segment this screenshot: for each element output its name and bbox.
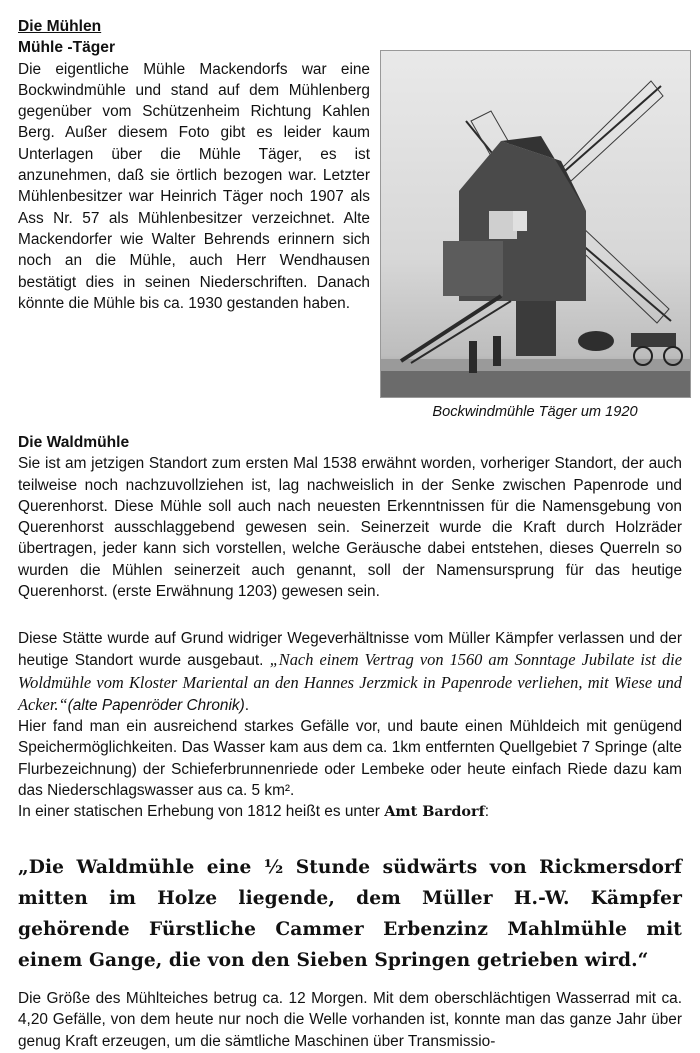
para4-text: In einer statischen Erhebung von 1812 heißt es unter — [18, 803, 385, 821]
chronicle-source: (alte Papenröder Chronik) — [67, 696, 245, 714]
mill-subheading: Mühle -Täger — [18, 39, 116, 57]
waldmuehle-title: Die Waldmühle — [18, 434, 130, 451]
para4-end: : — [484, 803, 490, 821]
waldmuehle-paragraph-3: Hier fand man ein ausreichend starkes Gefälle vor, und baute einen Mühldeich mit genügend Speichermöglichkeiten. Das Wasser kam aus dem ca. 1km entfernten Quellgebiet 7 Springe (alte Flurbezeichnung) der Schieferbrunnenriede oder Lembeke oder heute einfach Riede dazu kam das Niederschlagswasser aus ca. 5 km². — [18, 718, 682, 800]
photo-caption: Bockwindmühle Täger um 1920 — [432, 404, 638, 420]
windmill-figure — [380, 50, 690, 423]
intro-column — [18, 16, 370, 314]
document-heading: Die Mühlen — [18, 18, 102, 35]
waldmuehle-paragraph-5 — [18, 988, 682, 1052]
waldmuehle-paragraph-2 — [18, 628, 682, 823]
waldmuehle-section — [18, 432, 682, 602]
fraktur-quote: „Die Waldmühle eine ½ Stunde südwärts von Rickmersdorf mitten im Holze liegende, dem Müller H.-W. Kämpfer gehörende Fürstliche Cammer Erbenzinz Mahlmühle mit einem Gange, die von den Sieben Springen getrieben wird.“ — [18, 857, 682, 971]
para2-end: . — [244, 696, 249, 714]
fraktur-quote-block — [18, 852, 682, 976]
windmill-photo — [380, 50, 691, 398]
windmill-illustration — [381, 51, 690, 397]
paragraph-5-text: Die Größe des Mühlteiches betrug ca. 12 Morgen. Mit dem oberschlächtigen Wasserrad mit ca. 4,20 Gefälle, von dem heute nur noch die Welle vorhanden ist, konnte man das ganze Jahr über genug Kraft erzeugen, um die sämtliche Maschinen über Transmissio- — [18, 990, 682, 1050]
amt-bardorf-label: Amt Bardorf — [384, 803, 485, 821]
intro-paragraph: Die eigentliche Mühle Mackendorfs war eine Bockwindmühle und stand auf dem Mühlenberg gegenüber vom Schützenheim Richtung Kahlen Berg. Außer diesem Foto gibt es leider kaum Unterlagen über die Mühle Täger, es ist anzunehmen, daß sie örtlich bezogen war. Letzter Mühlenbesitzer war Heinrich Täger noch 1907 als Ass Nr. 57 als Mühlenbesitzer verzeichnet. Alte Mackendorfer wie Walter Behrends erinnern sich noch an die Mühle, auch Herr Wendhausen bestätigt dies in seinen Niederschriften. Danach könnte die Mühle bis ca. 1930 gestanden haben. — [18, 60, 370, 312]
waldmuehle-paragraph-1: Sie ist am jetzigen Standort zum ersten Mal 1538 erwähnt worden, vorheriger Standort, der auch teilweise noch nachzuvollziehen ist, lag nachweislich in der Senke zwischen Papenrode und Querenhorst. Diese Mühle soll auch nach neuesten Erkenntnissen für die Namensgebung von Querenhorst ausschlaggebend gewesen sein. Seinerzeit wurde die Kraft durch Holzräder übertragen, jeder kann sich vorstellen, welche Geräusche dabei entstehen, dieses Querreln so wurden die Mühlen seinerzeit auch genannt, soll der Namensursprung für das heutige Querenhorst. (erste Erwähnung 1203) gewesen sein. — [18, 455, 682, 601]
chronicle-quote: „Nach einem Vertrag von 1560 am Sonntage Jubilate ist die Woldmühle vom Kloster Mariental an den Hannes Jerzmick in Papenrode verliehen, mit Wiese und Acker.“ — [18, 650, 682, 714]
para2-text: Diese Stätte wurde auf Grund widriger Wegeverhältnisse vom Müller Kämpfer verlassen und der heutige Standort wurde ausgebaut. — [18, 630, 682, 670]
